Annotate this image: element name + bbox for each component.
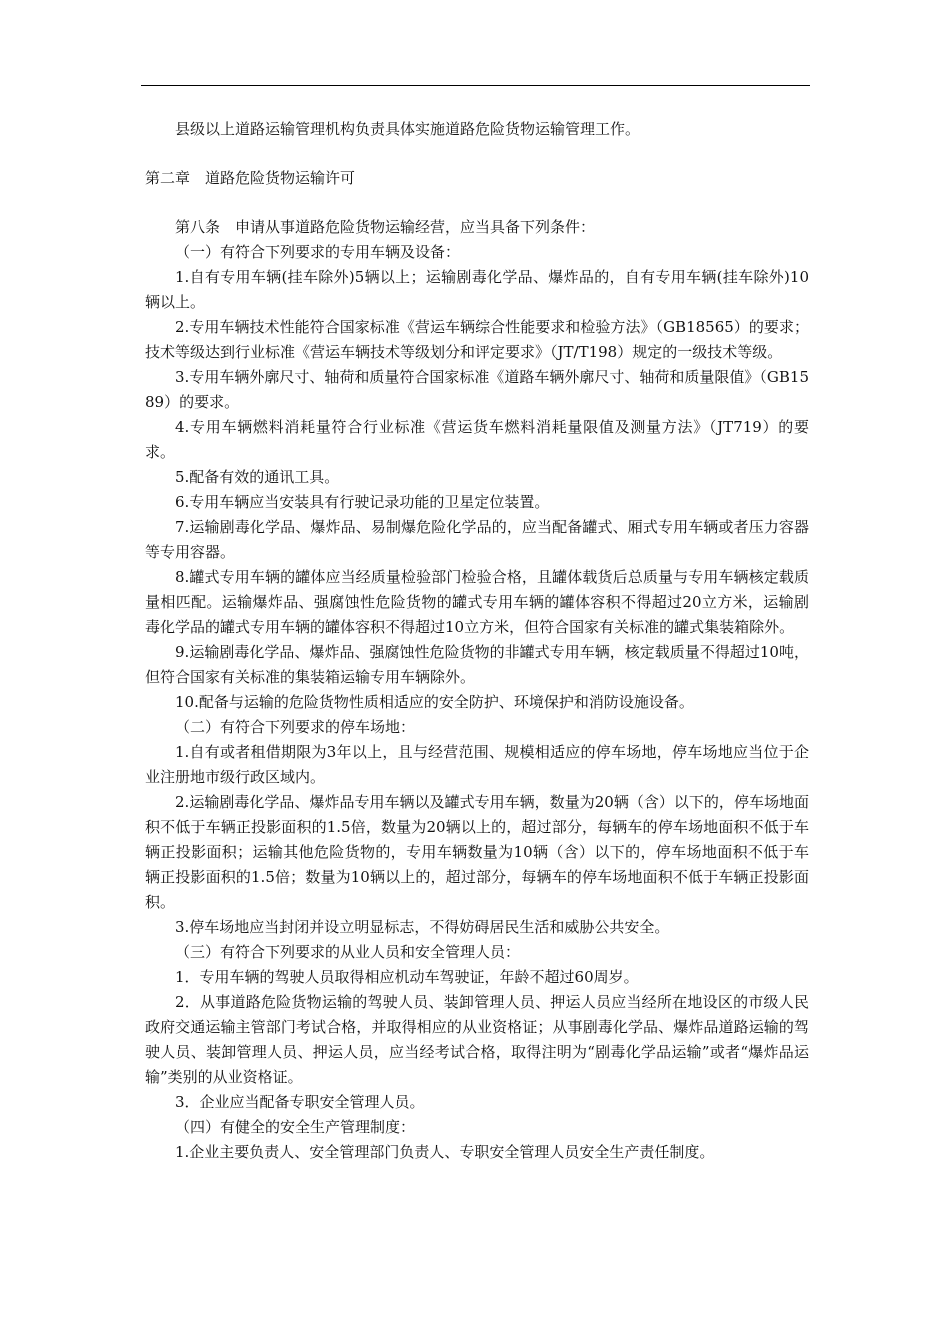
list-item: 9.运输剧毒化学品、爆炸品、强腐蚀性危险货物的非罐式专用车辆，核定载质量不得超过10吨，但符合国家有关标准的集装箱运输专用车辆除外。 (145, 643, 809, 686)
list-item: 4.专用车辆燃料消耗量符合行业标准《营运货车燃料消耗量限值及测量方法》（JT719）的要求。 (145, 418, 809, 461)
list-item: 2．从事道路危险货物运输的驾驶人员、装卸管理人员、押运人员应当经所在地设区的市级人民政府交通运输主管部门考试合格，并取得相应的从业资格证；从事剧毒化学品、爆炸品道路运输的驾驶人员、装卸管理人员、押运人员，应当经考试合格，取得注明为“剧毒化学品运输”或者“爆炸品运输”类别的从业资格证。 (145, 993, 809, 1086)
list-item: 1.企业主要负责人、安全管理部门负责人、专职安全管理人员安全生产责任制度。 (175, 1143, 715, 1161)
list-item: 5.配备有效的通讯工具。 (175, 468, 340, 486)
section-heading: （二）有符合下列要求的停车场地： (175, 718, 416, 736)
list-item: 1.自有专用车辆(挂车除外)5辆以上；运输剧毒化学品、爆炸品的，自有专用车辆(挂车除外)10辆以上。 (145, 268, 809, 311)
paragraph-intro: 县级以上道路运输管理机构负责具体实施道路危险货物运输管理工作。 (175, 120, 641, 138)
header-rule (141, 85, 810, 86)
section-heading: （一）有符合下列要求的专用车辆及设备： (175, 243, 461, 261)
list-item: 2.运输剧毒化学品、爆炸品专用车辆以及罐式专用车辆，数量为20辆（含）以下的，停车场地面积不低于车辆正投影面积的1.5倍，数量为20辆以上的，超过部分，每辆车的停车场地面积不低于车辆正投影面积；运输其他危险货物的，专用车辆数量为10辆（含）以下的，停车场地面积不低于车辆正投影面积的1.5倍；数量为10辆以上的，超过部分，每辆车的停车场地面积不低于车辆正投影面积。 (145, 793, 809, 911)
list-item: 1．专用车辆的驾驶人员取得相应机动车驾驶证，年龄不超过60周岁。 (175, 968, 639, 986)
list-item: 2.专用车辆技术性能符合国家标准《营运车辆综合性能要求和检验方法》（GB18565）的要求；技术等级达到行业标准《营运车辆技术等级划分和评定要求》（JT/T198）规定的一级技术等级。 (145, 318, 809, 361)
list-item: 1.自有或者租借期限为3年以上，且与经营范围、规模相适应的停车场地，停车场地应当位于企业注册地市级行政区域内。 (145, 743, 809, 786)
list-item: 8.罐式专用车辆的罐体应当经质量检验部门检验合格，且罐体载货后总质量与专用车辆核定载质量相匹配。运输爆炸品、强腐蚀性危险货物的罐式专用车辆的罐体容积不得超过20立方米，运输剧毒化学品的罐式专用车辆的罐体容积不得超过10立方米，但符合国家有关标准的罐式集装箱除外。 (145, 568, 809, 636)
section-heading: （四）有健全的安全生产管理制度： (175, 1118, 416, 1136)
chapter-heading: 第二章 道路危险货物运输许可 (145, 169, 356, 187)
list-item: 3.停车场地应当封闭并设立明显标志，不得妨碍居民生活和威胁公共安全。 (175, 918, 670, 936)
article-heading: 第八条 申请从事道路危险货物运输经营，应当具备下列条件： (175, 218, 596, 236)
list-item: 3.专用车辆外廓尺寸、轴荷和质量符合国家标准《道路车辆外廓尺寸、轴荷和质量限值》（GB1589）的要求。 (145, 368, 809, 411)
list-item: 3．企业应当配备专职安全管理人员。 (175, 1093, 425, 1111)
list-item: 10.配备与运输的危险货物性质相适应的安全防护、环境保护和消防设施设备。 (175, 693, 694, 711)
section-heading: （三）有符合下列要求的从业人员和安全管理人员： (175, 943, 521, 961)
list-item: 6.专用车辆应当安装具有行驶记录功能的卫星定位装置。 (175, 493, 550, 511)
list-item: 7.运输剧毒化学品、爆炸品、易制爆危险化学品的，应当配备罐式、厢式专用车辆或者压力容器等专用容器。 (145, 518, 809, 561)
document-body (145, 115, 809, 1165)
